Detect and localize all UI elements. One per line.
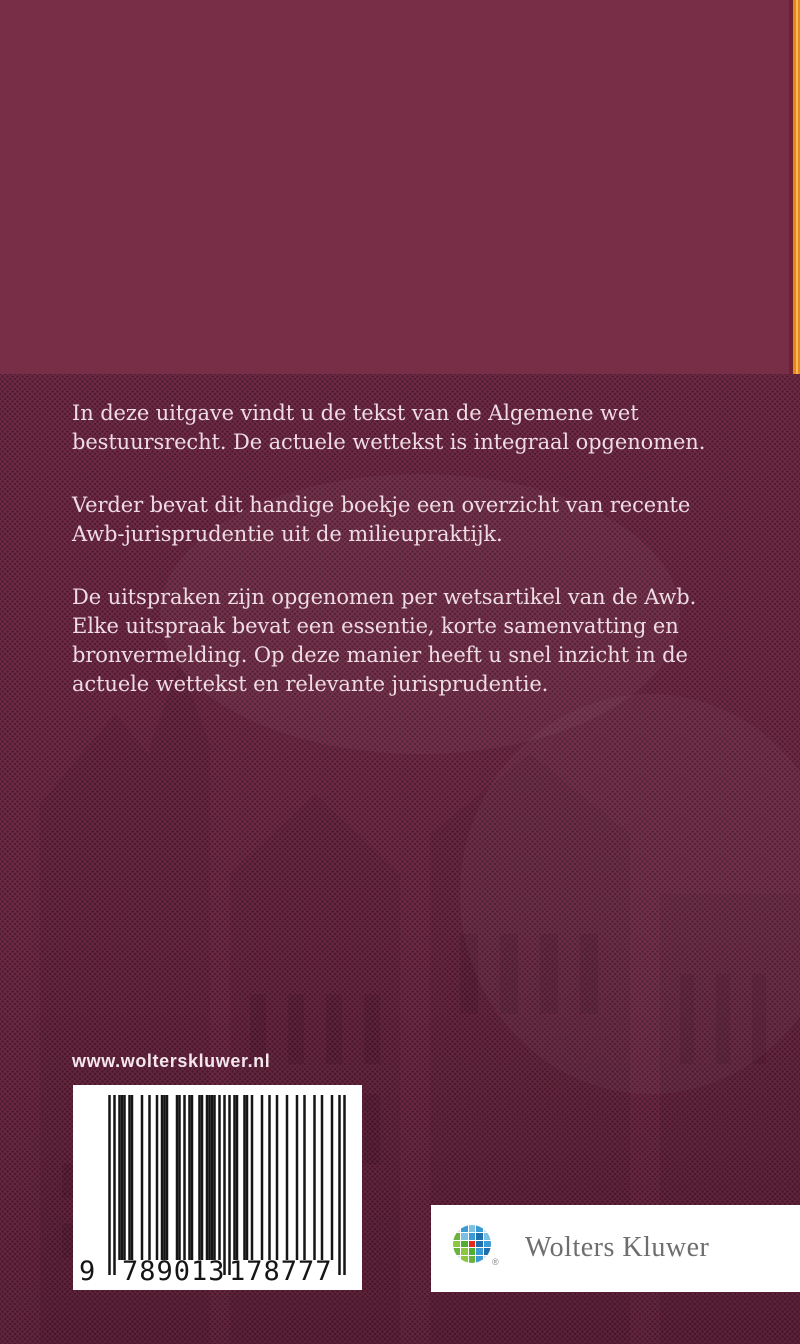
wolters-kluwer-globe-icon [453, 1225, 491, 1263]
barcode-digit-left: 9 [79, 1256, 97, 1287]
blurb-text-line: bestuursrecht. De actuele wettekst is integraal opgenomen. [72, 430, 706, 454]
blurb-text-line: Verder bevat dit handige boekje een overzicht van recente [72, 493, 691, 517]
cover-top-panel [0, 0, 800, 374]
blurb-paragraph [72, 399, 706, 457]
barcode-digit-group-2: 178777 [229, 1256, 333, 1287]
barcode-digit-group-1: 789013 [122, 1256, 226, 1287]
blurb-text-line: In deze uitgave vindt u de tekst van de Algemene wet [72, 401, 639, 425]
publisher-logo-panel [431, 1205, 800, 1292]
blurb-text-line: De uitspraken zijn opgenomen per wetsartikel van de Awb. [72, 585, 697, 609]
barcode-icon [108, 1095, 346, 1275]
blurb-paragraph [72, 491, 692, 549]
publisher-wordmark: Wolters Kluwer [525, 1232, 710, 1263]
blurb-text-line: bronvermelding. Op deze manier heeft u snel inzicht in de [72, 643, 688, 667]
blurb-text-line: actuele wettekst en relevante jurisprudentie. [72, 672, 549, 696]
isbn-barcode-panel [73, 1085, 362, 1290]
registered-trademark-mark: ® [492, 1257, 499, 1267]
blurb-text-line: Awb-jurisprudentie uit de milieupraktijk. [72, 522, 503, 546]
blurb-text-line: Elke uitspraak bevat een essentie, korte samenvatting en [72, 614, 679, 638]
publisher-website-url: www.wolterskluwer.nl [72, 1051, 271, 1071]
spine-edge-stripe [789, 0, 800, 374]
blurb-paragraph [72, 583, 697, 699]
back-cover-blurb [72, 399, 706, 733]
